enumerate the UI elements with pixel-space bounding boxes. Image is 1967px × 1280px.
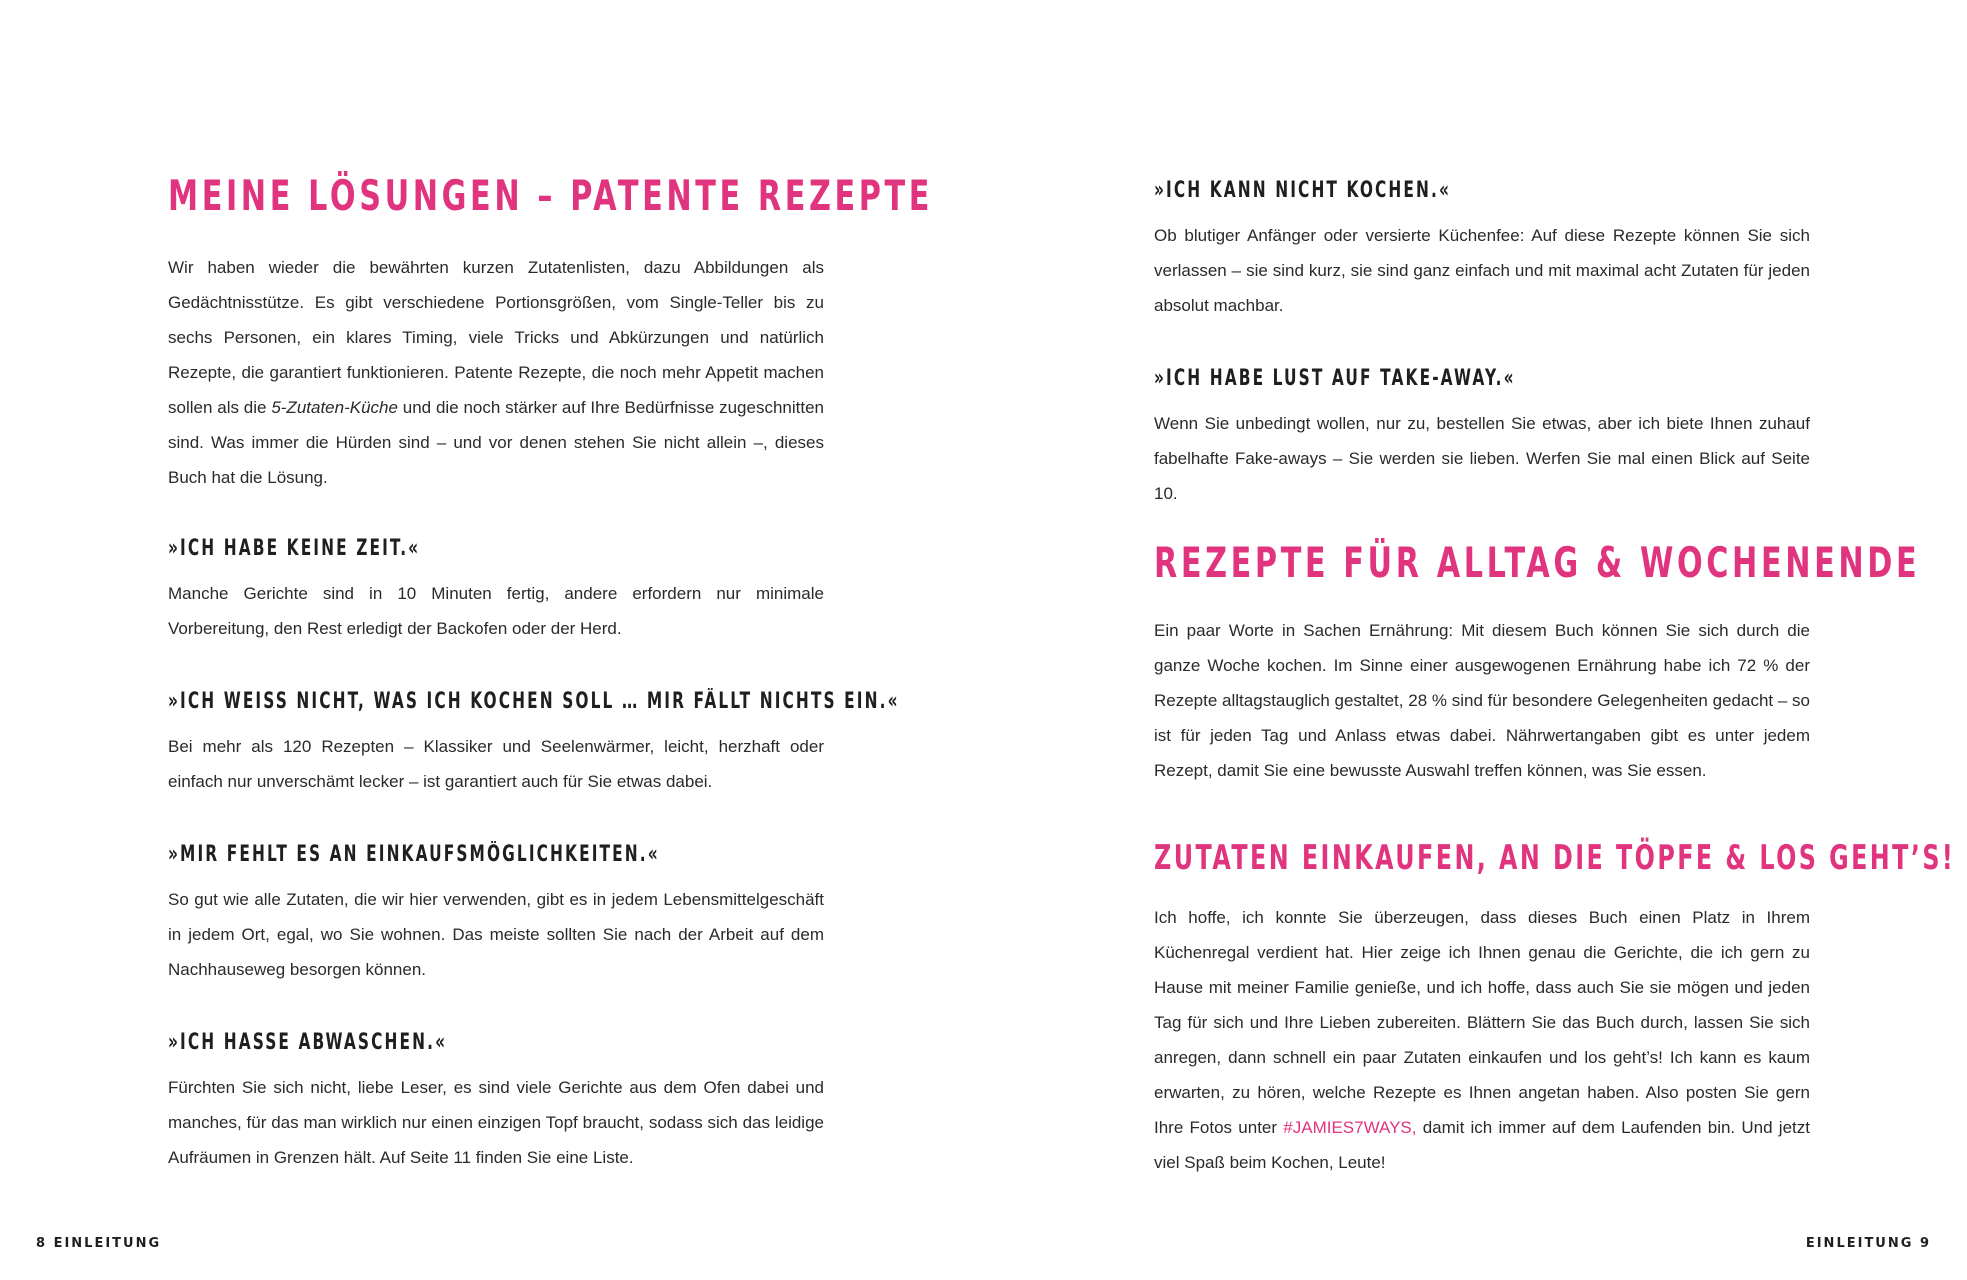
paragraph-lets-go: Ich hoffe, ich konnte Sie überzeugen, dass dieses Buch einen Platz in Ihrem Küchenregal verdient hat. Hier zeige ich Ihnen genau die Gerichte, die ich gern zu Hause mit meiner Familie genieße, und ich hoffe, dass auch Sie sie mögen und jeden Tag für sich und Ihre Lieben zubereiten. Blättern Sie das Buch durch, lassen Sie sich anregen, dann schnell ein paar Zutaten einkaufen und los geht’s! Ich kann es kaum erwarten, zu hören, welche Rezepte es Ihnen angetan haben. Also posten Sie gern Ihre Fotos unter #JAMIES7WAYS, damit ich immer auf dem Laufenden bin. Und jetzt viel Spaß beim Kochen, Leute!	[1154, 908, 1810, 1172]
book-title-italic: 5-Zutaten-Küche	[271, 398, 398, 417]
subheading-cant-cook: »ICH KANN NICHT KOCHEN.«	[1154, 178, 1452, 203]
subheading-no-time: »ICH HABE KEINE ZEIT.«	[168, 536, 421, 561]
subheading-dishes: »ICH HASSE ABWASCHEN.«	[168, 1030, 448, 1055]
page-folio-left: 8 EINLEITUNG	[36, 1236, 162, 1251]
hashtag-link[interactable]: #JAMIES7WAYS,	[1283, 1118, 1417, 1137]
section-title-everyday: REZEPTE FÜR ALLTAG & WOCHENENDE	[1154, 538, 1921, 587]
section-title-shopping: ZUTATEN EINKAUFEN, AN DIE TÖPFE & LOS GEHT’S!	[1154, 838, 1956, 878]
section-title-solutions: MEINE LÖSUNGEN – PATENTE REZEPTE	[168, 171, 934, 220]
right-column	[1154, 176, 1956, 1180]
paragraph-shopping: So gut wie alle Zutaten, die wir hier verwenden, gibt es in jedem Lebensmittelgeschäft in jedem Ort, egal, wo Sie wohnen. Das meiste sollten Sie nach der Arbeit auf dem Nachhauseweg besorgen können.	[168, 890, 824, 979]
paragraph-no-time: Manche Gerichte sind in 10 Minuten fertig, andere erfordern nur minimale Vorbereitung, den Rest erledigt der Backofen oder der Herd.	[168, 584, 824, 638]
subheading-take-away: »ICH HABE LUST AUF TAKE-AWAY.«	[1154, 366, 1516, 391]
paragraph-no-idea: Bei mehr als 120 Rezepten – Klassiker und Seelenwärmer, leicht, herzhaft oder einfach nur unverschämt lecker – ist garantiert auch für Sie etwas dabei.	[168, 737, 824, 791]
left-column	[168, 170, 934, 1175]
left-page	[0, 0, 983, 1280]
paragraph-cant-cook: Ob blutiger Anfänger oder versierte Küchenfee: Auf diese Rezepte können Sie sich verlassen – sie sind kurz, sie sind ganz einfach und mit maximal acht Zutaten für jeden absolut machbar.	[1154, 226, 1810, 315]
subheading-shopping: »MIR FEHLT ES AN EINKAUFSMÖGLICHKEITEN.«	[168, 842, 660, 867]
subheading-no-idea: »ICH WEISS NICHT, WAS ICH KOCHEN SOLL … MIR FÄLLT NICHTS EIN.«	[168, 689, 900, 714]
page-folio-right: EINLEITUNG 9	[1805, 1236, 1931, 1251]
intro-paragraph: Wir haben wieder die bewährten kurzen Zutatenlisten, dazu Abbildungen als Gedächtnisstütze. Es gibt verschiedene Portionsgrößen, vom Single-Teller bis zu sechs Personen, ein klares Timing, viele Tricks und Abkürzungen und natürlich Rezepte, die garantiert funktionieren. Patente Rezepte, die noch mehr Appetit machen sollen als die 5-Zutaten-Küche und die noch stärker auf Ihre Bedürfnisse zugeschnitten sind. Was immer die Hürden sind – und vor denen stehen Sie nicht allein –, dieses Buch hat die Lösung.	[168, 258, 824, 487]
paragraph-dishes: Fürchten Sie sich nicht, liebe Leser, es sind viele Gerichte aus dem Ofen dabei und manches, für das man wirklich nur einen einzigen Topf braucht, sodass sich das leidige Aufräumen in Grenzen hält. Auf Seite 11 finden Sie eine Liste.	[168, 1078, 824, 1167]
paragraph-take-away: Wenn Sie unbedingt wollen, nur zu, bestellen Sie etwas, aber ich biete Ihnen zuhauf fabelhafte Fake-aways – Sie werden sie lieben. Werfen Sie mal einen Blick auf Seite 10.	[1154, 414, 1810, 503]
paragraph-nutrition: Ein paar Worte in Sachen Ernährung: Mit diesem Buch können Sie sich durch die ganze Woche kochen. Im Sinne einer ausgewogenen Ernährung habe ich 72 % der Rezepte alltagstauglich gestaltet, 28 % sind für besondere Gelegenheiten gedacht – so ist für jeden Tag und Anlass etwas dabei. Nährwertangaben gibt es unter jedem Rezept, damit Sie eine bewusste Auswahl treffen können, was Sie essen.	[1154, 621, 1810, 780]
right-page	[984, 0, 1967, 1280]
